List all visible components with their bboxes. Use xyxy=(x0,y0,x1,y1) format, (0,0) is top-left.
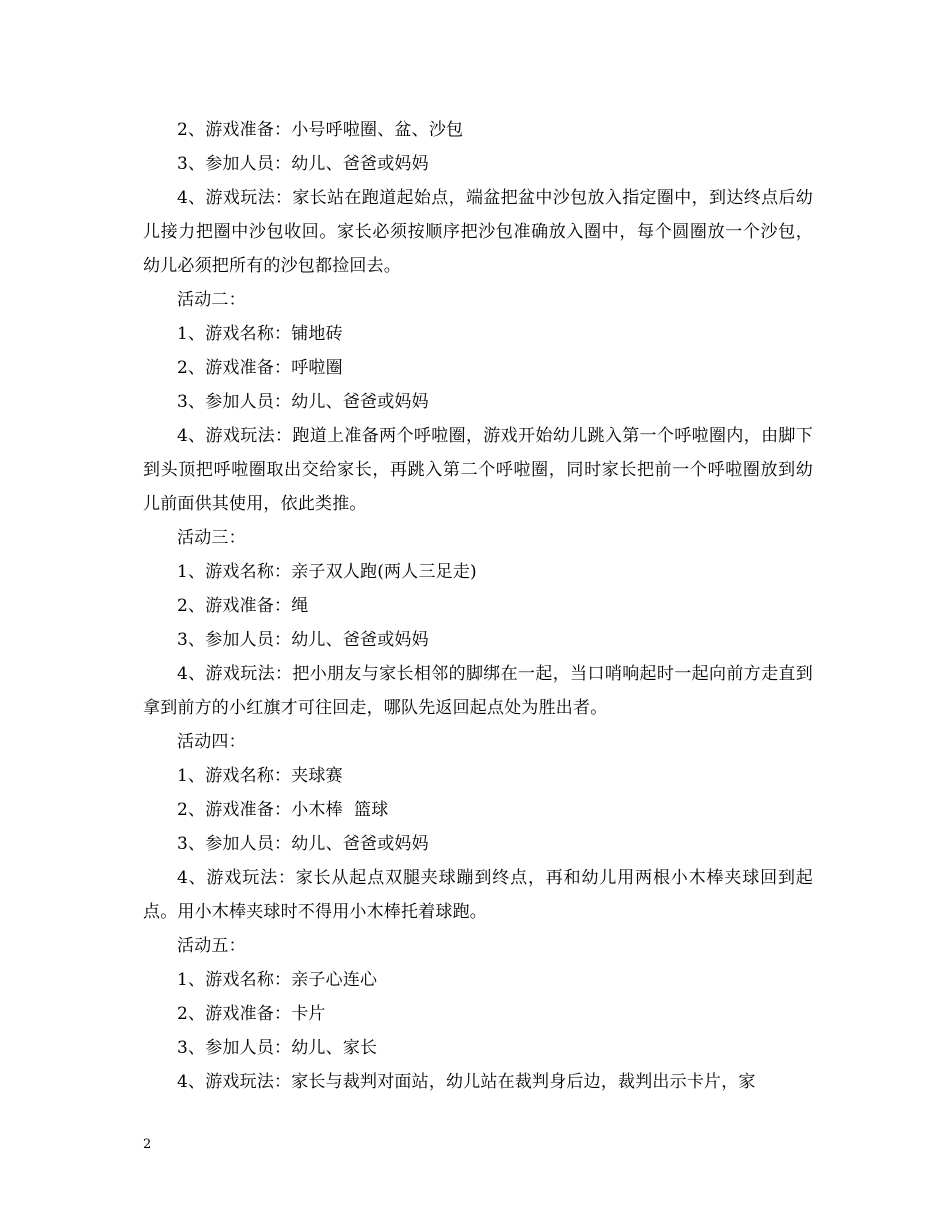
paragraph: 4、游戏玩法：跑道上准备两个呼啦圈，游戏开始幼儿跳入第一个呼啦圈内，由脚下到头顶把呼啦圈取出交给家长，再跳入第二个呼啦圈，同时家长把前一个呼啦圈放到幼儿前面供其使用，依此类推。 xyxy=(143,426,813,514)
paragraph: 3、参加人员：幼儿、家长 xyxy=(177,1038,378,1058)
paragraph: 4、游戏玩法：家长与裁判对面站，幼儿站在裁判身后边，裁判出示卡片，家 xyxy=(177,1072,756,1092)
paragraph: 3、参加人员：幼儿、爸爸或妈妈 xyxy=(177,834,429,854)
paragraph: 1、游戏名称：亲子心连心 xyxy=(177,970,378,990)
paragraph: 2、游戏准备：绳 xyxy=(177,596,309,616)
document-body xyxy=(143,113,813,1099)
paragraph: 1、游戏名称：亲子双人跑(两人三足走) xyxy=(177,562,477,582)
paragraph: 4、游戏玩法：家长从起点双腿夹球蹦到终点，再和幼儿用两根小木棒夹球回到起点。用小木棒夹球时不得用小木棒托着球跑。 xyxy=(143,868,813,922)
paragraph: 1、游戏名称：夹球赛 xyxy=(177,766,343,786)
paragraph: 3、参加人员：幼儿、爸爸或妈妈 xyxy=(177,392,429,412)
paragraph: 3、参加人员：幼儿、爸爸或妈妈 xyxy=(177,154,429,174)
paragraph: 4、游戏玩法：把小朋友与家长相邻的脚绑在一起，当口哨响起时一起向前方走直到拿到前方的小红旗才可往回走，哪队先返回起点处为胜出者。 xyxy=(143,664,813,718)
paragraph: 2、游戏准备：小木棒 篮球 xyxy=(177,800,389,820)
paragraph: 3、参加人员：幼儿、爸爸或妈妈 xyxy=(177,630,429,650)
paragraph: 2、游戏准备：小号呼啦圈、盆、沙包 xyxy=(177,120,464,140)
paragraph: 2、游戏准备：呼啦圈 xyxy=(177,358,343,378)
page-number: 2 xyxy=(143,1137,152,1152)
paragraph: 2、游戏准备：卡片 xyxy=(177,1004,326,1024)
section-heading: 活动二： xyxy=(177,290,246,310)
section-heading: 活动三： xyxy=(177,528,246,548)
section-heading: 活动五： xyxy=(177,936,246,956)
paragraph: 4、游戏玩法：家长站在跑道起始点，端盆把盆中沙包放入指定圈中，到达终点后幼儿接力把圈中沙包收回。家长必须按顺序把沙包准确放入圈中，每个圆圈放一个沙包，幼儿必须把所有的沙包都捡回去。 xyxy=(143,188,813,276)
paragraph: 1、游戏名称：铺地砖 xyxy=(177,324,343,344)
section-heading: 活动四： xyxy=(177,732,246,752)
